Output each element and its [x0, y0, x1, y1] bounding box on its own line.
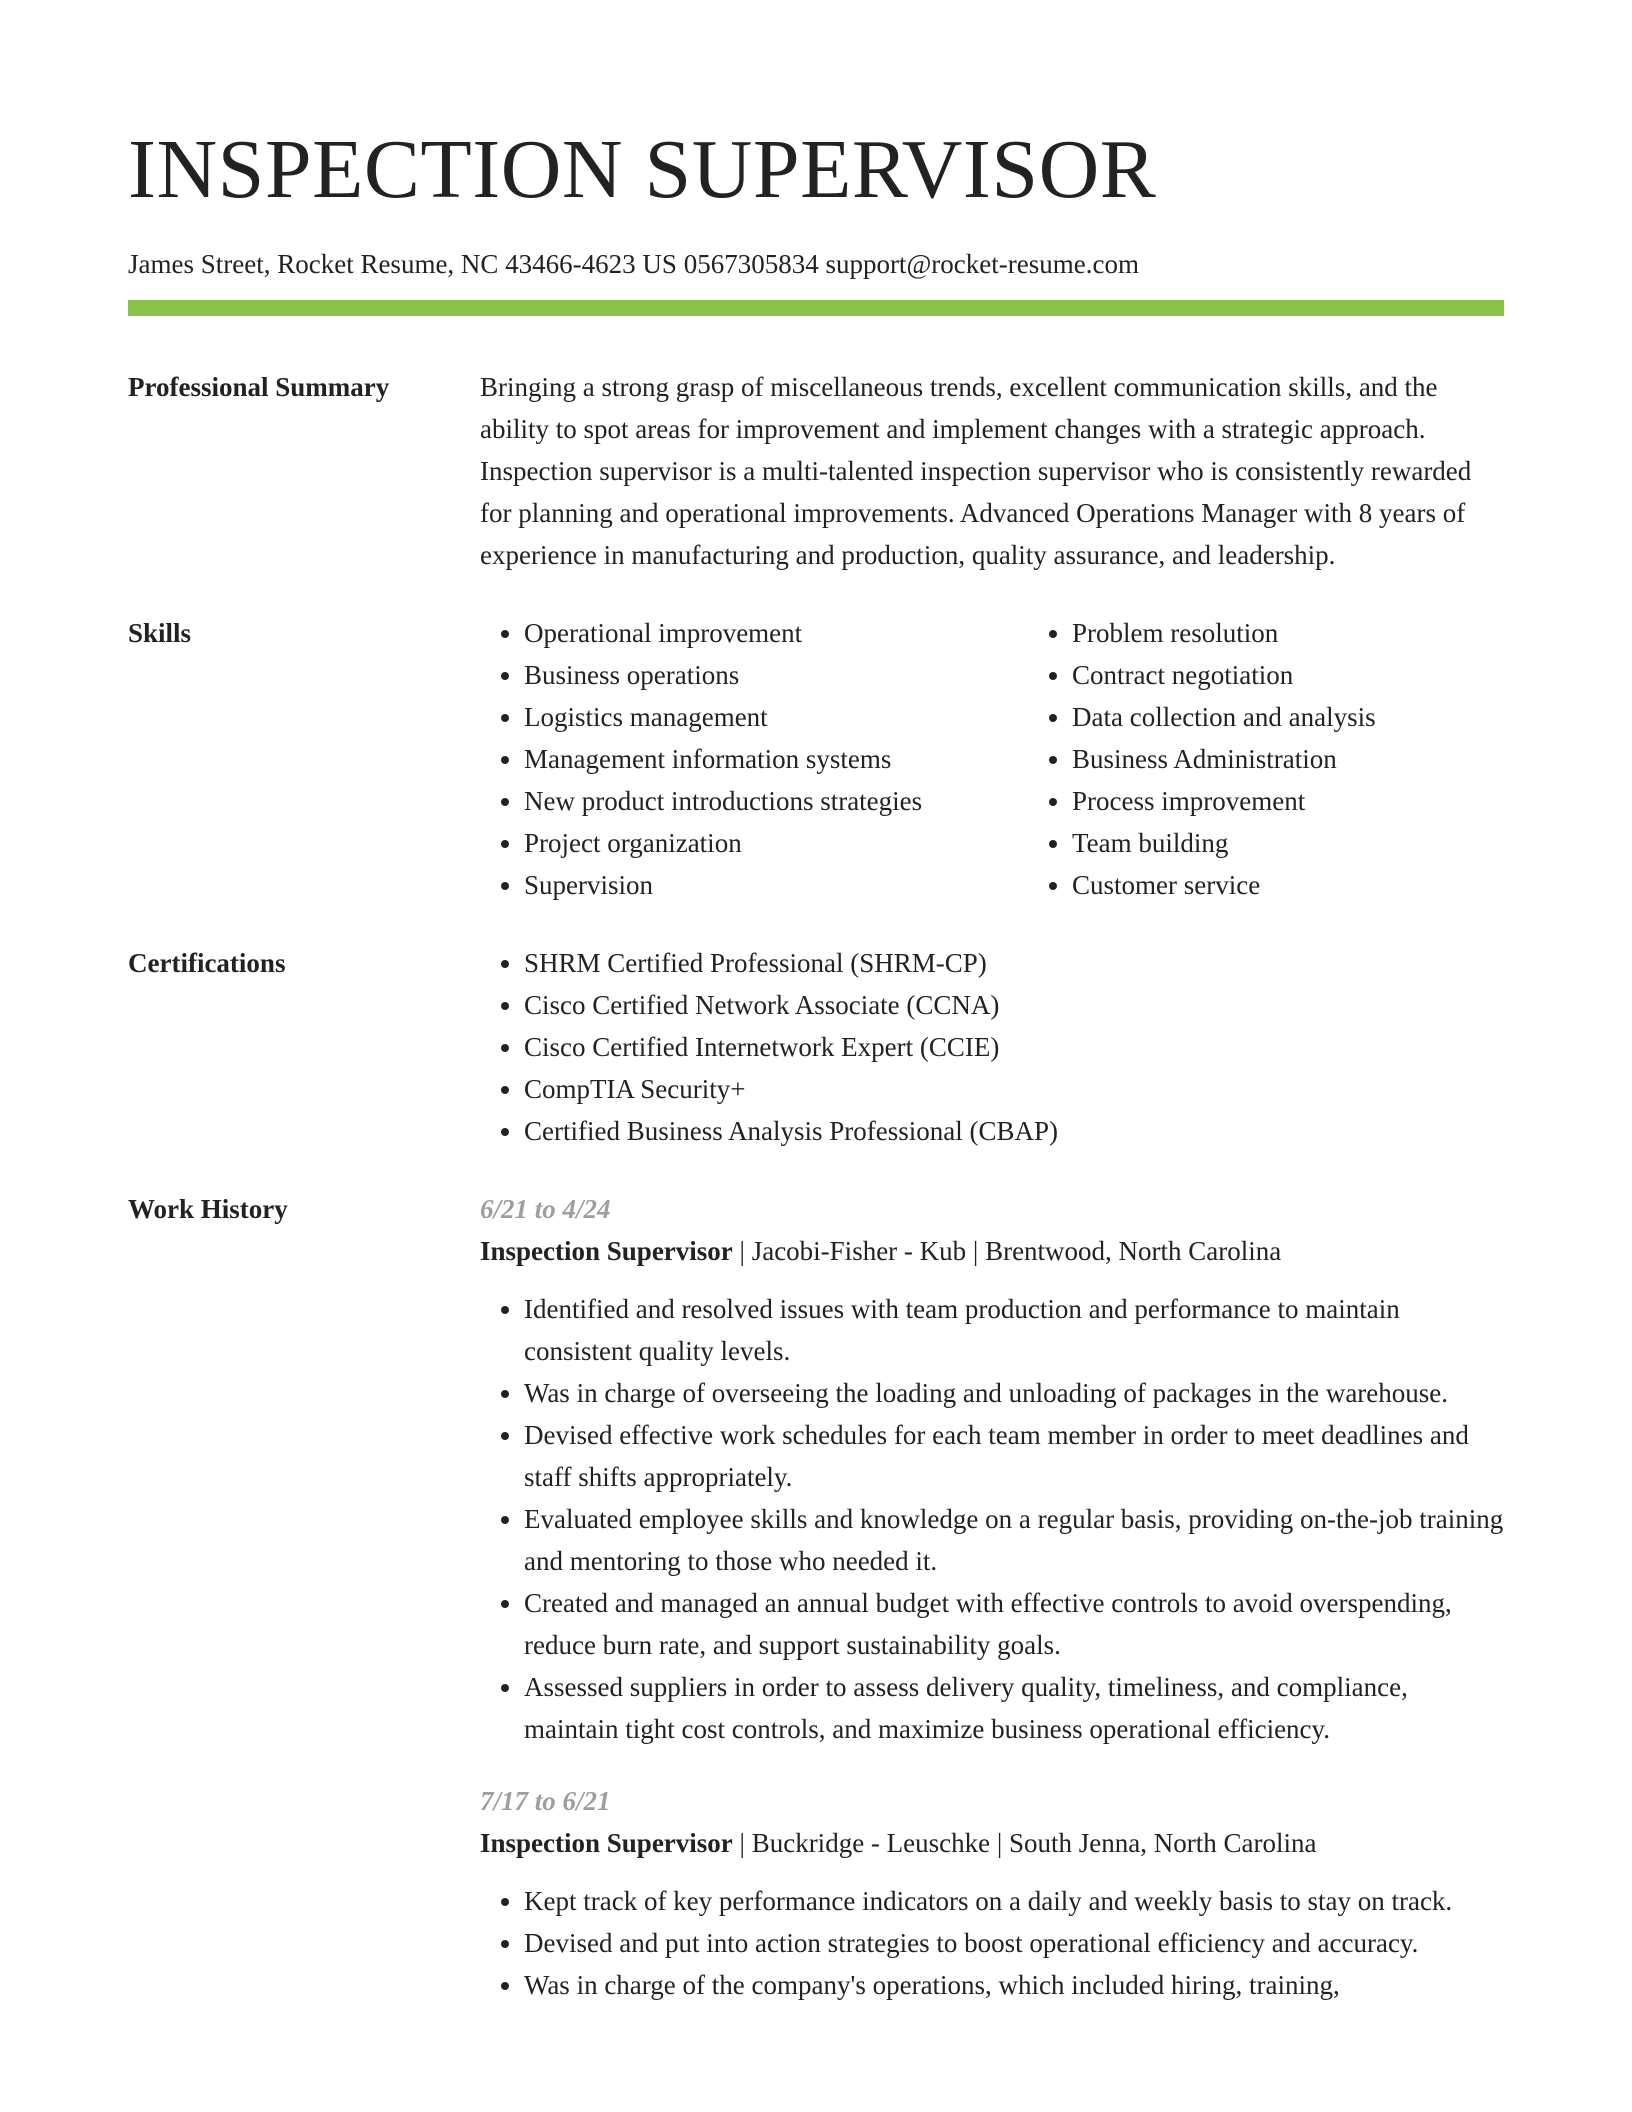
- certification-item: • SHRM Certified Professional (SHRM-CP): [524, 942, 1504, 984]
- work-history-section: [128, 1188, 1504, 2036]
- certifications-list: [480, 942, 1504, 1152]
- job-bullet: • Identified and resolved issues with team production and performance to maintain consistent quality levels.: [524, 1288, 1504, 1372]
- certification-item: • Certified Business Analysis Professional (CBAP): [524, 1110, 1504, 1152]
- job-bullet: • Devised and put into action strategies to boost operational efficiency and accuracy.: [524, 1922, 1504, 1964]
- job-bullet: • Evaluated employee skills and knowledge on a regular basis, providing on-the-job training and mentoring to those who needed it.: [524, 1498, 1504, 1582]
- section-title-skills: Skills: [128, 618, 192, 648]
- certification-item: • Cisco Certified Network Associate (CCNA): [524, 984, 1504, 1026]
- certification-item: • CompTIA Security+: [524, 1068, 1504, 1110]
- job-bullet: • Was in charge of overseeing the loading and unloading of packages in the warehouse.: [524, 1372, 1504, 1414]
- resume-page: [128, 0, 1504, 2036]
- skill-item: • Business Administration: [1072, 738, 1552, 780]
- certifications-section: [128, 942, 1504, 1152]
- resume-name: INSPECTION SUPERVISOR: [128, 123, 1157, 216]
- job-details: | Buckridge - Leuschke | South Jenna, North Carolina: [732, 1828, 1317, 1858]
- certification-item: • Cisco Certified Internetwork Expert (CCIE): [524, 1026, 1504, 1068]
- skill-item: • Supervision: [524, 864, 1028, 906]
- professional-summary-section: [128, 366, 1504, 576]
- job-details: | Jacobi-Fisher - Kub | Brentwood, North Carolina: [732, 1236, 1282, 1266]
- job-title: Inspection Supervisor: [480, 1828, 733, 1858]
- skill-item: • Problem resolution: [1072, 612, 1552, 654]
- job-entry: [480, 1188, 1504, 1750]
- skill-item: • Management information systems: [524, 738, 1028, 780]
- skill-item: • Team building: [1072, 822, 1552, 864]
- job-bullet: • Was in charge of the company's operations, which included hiring, training,: [524, 1964, 1504, 2006]
- skill-item: • Customer service: [1072, 864, 1552, 906]
- section-title-work-history: Work History: [128, 1194, 288, 1224]
- skill-item: • Project organization: [524, 822, 1028, 864]
- job-dates: 6/21 to 4/24: [480, 1194, 611, 1224]
- skill-item: • New product introductions strategies: [524, 780, 1028, 822]
- section-title-certifications: Certifications: [128, 948, 286, 978]
- section-title-summary: Professional Summary: [128, 372, 390, 402]
- job-heading: [480, 1230, 1504, 1272]
- job-heading: [480, 1822, 1504, 1864]
- skill-item: • Operational improvement: [524, 612, 1028, 654]
- summary-text: Bringing a strong grasp of miscellaneous trends, excellent communication skills, and the ability to spot areas for improvement and implement changes with a strategic approach. Inspection supervisor is a multi-talented inspection supervisor who is consistently rewarded for planning and operational improvements. Advanced Operations Manager with 8 years of experience in manufacturing and production, quality assurance, and leadership.: [480, 372, 1472, 570]
- skill-item: • Business operations: [524, 654, 1028, 696]
- job-bullets: [480, 1288, 1504, 1750]
- header-divider: [128, 300, 1504, 316]
- job-dates: 7/17 to 6/21: [480, 1786, 611, 1816]
- job-bullet: • Devised effective work schedules for each team member in order to meet deadlines and staff shifts appropriately.: [524, 1414, 1504, 1498]
- job-bullet: • Kept track of key performance indicators on a daily and weekly basis to stay on track.: [524, 1880, 1504, 1922]
- contact-line: James Street, Rocket Resume, NC 43466-4623 US 0567305834 support@rocket-resume.com: [128, 249, 1139, 279]
- job-bullets: [480, 1880, 1504, 2006]
- job-title: Inspection Supervisor: [480, 1236, 733, 1266]
- skills-section: [128, 612, 1504, 906]
- skills-column-1: [480, 612, 1028, 906]
- job-bullet: • Created and managed an annual budget with effective controls to avoid overspending, reduce burn rate, and support sustainability goals.: [524, 1582, 1504, 1666]
- skill-item: • Data collection and analysis: [1072, 696, 1552, 738]
- job-entry: [480, 1780, 1504, 2006]
- skill-item: • Contract negotiation: [1072, 654, 1552, 696]
- skill-item: • Process improvement: [1072, 780, 1552, 822]
- skills-column-2: [1028, 612, 1552, 906]
- skill-item: • Logistics management: [524, 696, 1028, 738]
- job-bullet: • Assessed suppliers in order to assess delivery quality, timeliness, and compliance, maintain tight cost controls, and maximize business operational efficiency.: [524, 1666, 1504, 1750]
